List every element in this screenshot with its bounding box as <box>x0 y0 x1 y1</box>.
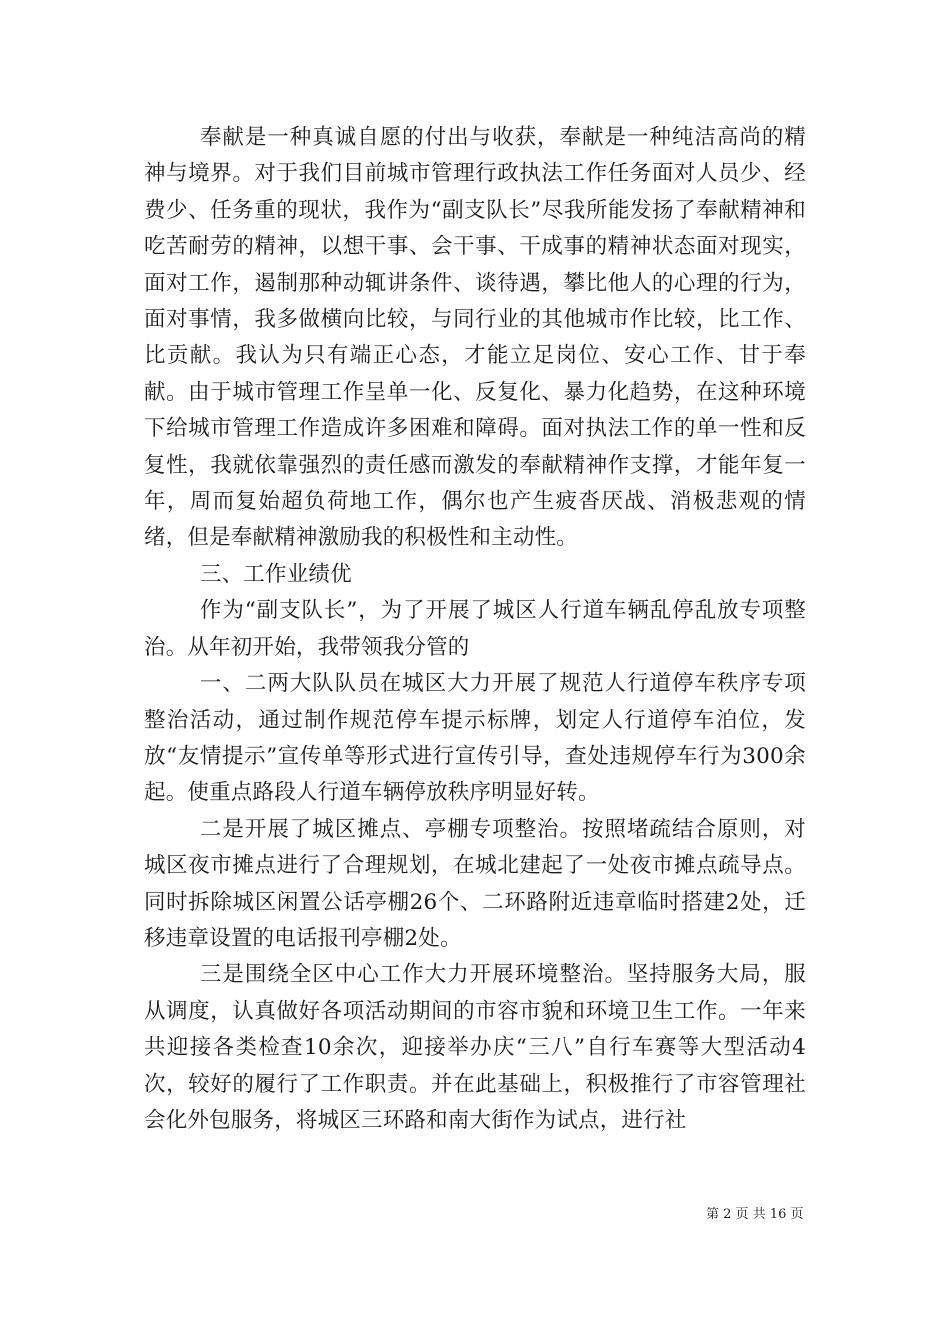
section-heading-work-performance: 三、工作业绩优 <box>199 561 352 587</box>
page-number-footer: 第 2 页 共 16 页 <box>706 1207 804 1222</box>
document-body <box>144 120 806 1139</box>
paragraph-intro-rectification: 作为“副支队长”，为了开展了城区人行道车辆乱停乱放专项整治。从年初开始，我带领我分管的 <box>144 598 806 660</box>
paragraph-item-one-parking: 一、二两大队队员在城区大力开展了规范人行道停车秩序专项整治活动，通过制作规范停车提示标牌，划定人行道停车泊位，发放“友情提示”宣传单等形式进行宣传引导，查处违规停车行为300余起。使重点路段人行道车辆停放秩序明显好转。 <box>144 671 806 806</box>
paragraph-item-two-stalls: 二是开展了城区摊点、亭棚专项整治。按照堵疏结合原则，对城区夜市摊点进行了合理规划，在城北建起了一处夜市摊点疏导点。同时拆除城区闲置公话亭棚26个、二环路附近违章临时搭建2处，迁移违章设置的电话报刊亭棚2处。 <box>144 816 806 951</box>
paragraph-dedication: 奉献是一种真诚自愿的付出与收获，奉献是一种纯洁高尚的精神与境界。对于我们目前城市管理行政执法工作任务面对人员少、经费少、任务重的现状，我作为“副支队长”尽我所能发扬了奉献精神和吃苦耐劳的精神，以想干事、会干事、干成事的精神状态面对现实，面对工作，遏制那种动辄讲条件、谈待遇，攀比他人的心理的行为，面对事情，我多做横向比较，与同行业的其他城市作比较，比工作、比贡献。我认为只有端正心态，才能立足岗位、安心工作、甘于奉献。由于城市管理工作呈单一化、反复化、暴力化趋势，在这种环境下给城市管理工作造成许多困难和障碍。面对执法工作的单一性和反复性，我就依靠强烈的责任感而激发的奉献精神作支撑，才能年复一年，周而复始超负荷地工作，偶尔也产生疲沓厌战、消极悲观的情绪，但是奉献精神激励我的积极性和主动性。 <box>144 125 806 551</box>
paragraph-item-three-environment: 三是围绕全区中心工作大力开展环境整治。坚持服务大局，服从调度，认真做好各项活动期间的市容市貌和环境卫生工作。一年来共迎接各类检查10余次，迎接举办庆“三八”自行车赛等大型活动4次，较好的履行了工作职责。并在此基础上，积极推行了市容管理社会化外包服务，将城区三环路和南大街作为试点，进行社 <box>144 962 806 1133</box>
